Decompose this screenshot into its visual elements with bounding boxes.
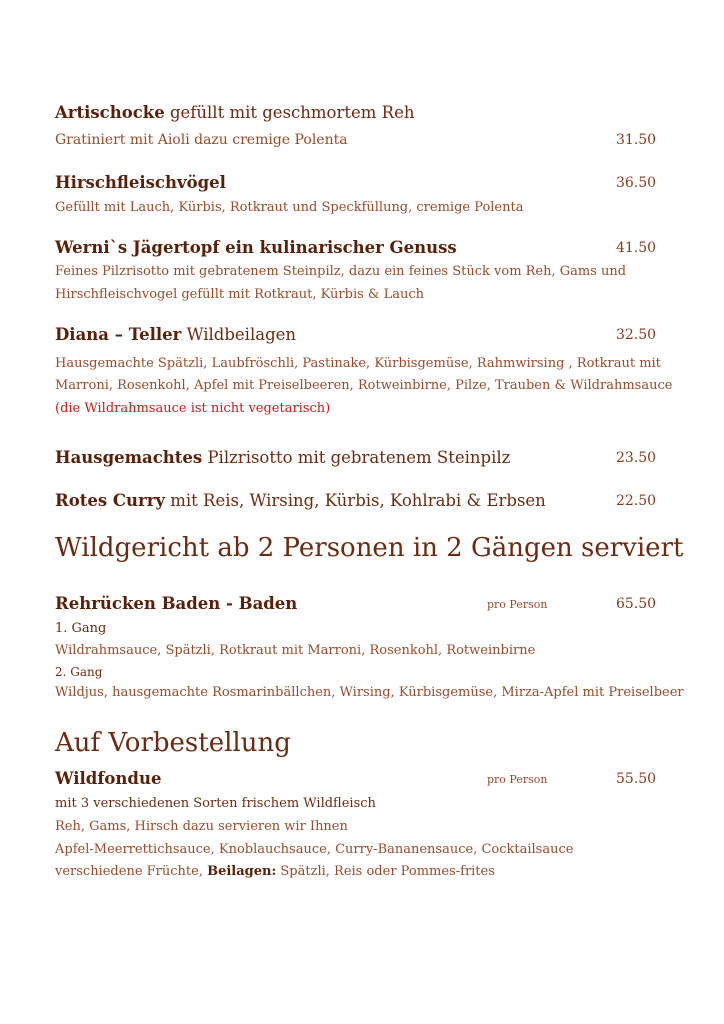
item-4-desc-line1: Hausgemachte Spätzli, Laubfröschli, Pastinake, Kürbisgemüse, Rahmwirsing , Rotkraut mit — [55, 356, 661, 371]
item-4-name: Diana – Teller — [55, 325, 182, 344]
item-1-name: Artischocke — [55, 103, 165, 122]
preorder-subtitle: mit 3 verschiedenen Sorten frischem Wildfleisch — [55, 796, 376, 811]
preorder-line3-c: Spätzli, Reis oder Pommes-frites — [280, 864, 495, 879]
item-2-name: Hirschfleischvögel — [55, 173, 226, 192]
preorder-dish-name: Wildfondue — [55, 769, 162, 788]
wild-per-person: pro Person — [487, 598, 548, 611]
preorder-price: 55.50 — [616, 771, 657, 787]
item-6-name: Rotes Curry — [55, 491, 165, 510]
wild-section-heading: Wildgericht ab 2 Personen in 2 Gängen serviert — [55, 533, 684, 563]
item-6-title — [55, 491, 546, 510]
preorder-per-person: pro Person — [487, 773, 548, 786]
item-5-name: Hausgemachtes — [55, 448, 203, 467]
item-4-note: (die Wildrahmsauce ist nicht vegetarisch) — [55, 401, 331, 416]
preorder-line3-b: Beilagen: — [207, 864, 277, 879]
item-1-price: 31.50 — [616, 132, 657, 148]
item-2-desc: Gefüllt mit Lauch, Kürbis, Rotkraut und Speckfüllung, cremige Polenta — [55, 200, 524, 215]
wild-course1-label: 1. Gang — [55, 621, 107, 636]
item-4-price: 32.50 — [616, 327, 657, 343]
item-3-price: 41.50 — [616, 240, 657, 256]
item-4-title — [55, 325, 296, 344]
item-5-title — [55, 448, 510, 467]
item-6-name-extra: mit Reis, Wirsing, Kürbis, Kohlrabi & Erbsen — [170, 491, 546, 510]
wild-dish-name: Rehrücken Baden - Baden — [55, 594, 298, 613]
preorder-line1: Reh, Gams, Hirsch dazu servieren wir Ihnen — [55, 819, 348, 834]
preorder-section-heading: Auf Vorbestellung — [55, 728, 291, 758]
preorder-line3-a: verschiedene Früchte, — [55, 864, 203, 879]
item-5-price: 23.50 — [616, 450, 657, 466]
item-4-name-extra: Wildbeilagen — [186, 325, 297, 344]
item-6-price: 22.50 — [616, 493, 657, 509]
wild-price: 65.50 — [616, 596, 657, 612]
item-3-desc-line1: Feines Pilzrisotto mit gebratenem Steinpilz, dazu ein feines Stück vom Reh, Gams und — [55, 264, 627, 279]
item-4-desc-line2: Marroni, Rosenkohl, Apfel mit Preiselbeeren, Rotweinbirne, Pilze, Trauben & Wildrahmsauce — [55, 378, 673, 393]
item-5-name-extra: Pilzrisotto mit gebratenem Steinpilz — [207, 448, 511, 467]
item-1-name-extra: gefüllt mit geschmortem Reh — [169, 103, 415, 122]
item-3-desc-line2: Hirschfleischvogel gefüllt mit Rotkraut, Kürbis & Lauch — [55, 287, 425, 302]
wild-course1-desc: Wildrahmsauce, Spätzli, Rotkraut mit Marroni, Rosenkohl, Rotweinbirne — [55, 643, 536, 658]
item-2-price: 36.50 — [616, 175, 657, 191]
wild-course2-label: 2. Gang — [55, 665, 103, 679]
wild-course2-desc: Wildjus, hausgemachte Rosmarinbällchen, Wirsing, Kürbisgemüse, Mirza-Apfel mit Preiselbeer — [55, 685, 684, 700]
preorder-line3 — [55, 864, 495, 879]
item-1-desc: Gratiniert mit Aioli dazu cremige Polenta — [55, 132, 348, 148]
item-1-title — [55, 103, 414, 122]
preorder-line2: Apfel-Meerrettichsauce, Knoblauchsauce, Curry-Bananensauce, Cocktailsauce — [55, 842, 574, 857]
item-3-name: Werni`s Jägertopf ein kulinarischer Genuss — [55, 238, 457, 257]
